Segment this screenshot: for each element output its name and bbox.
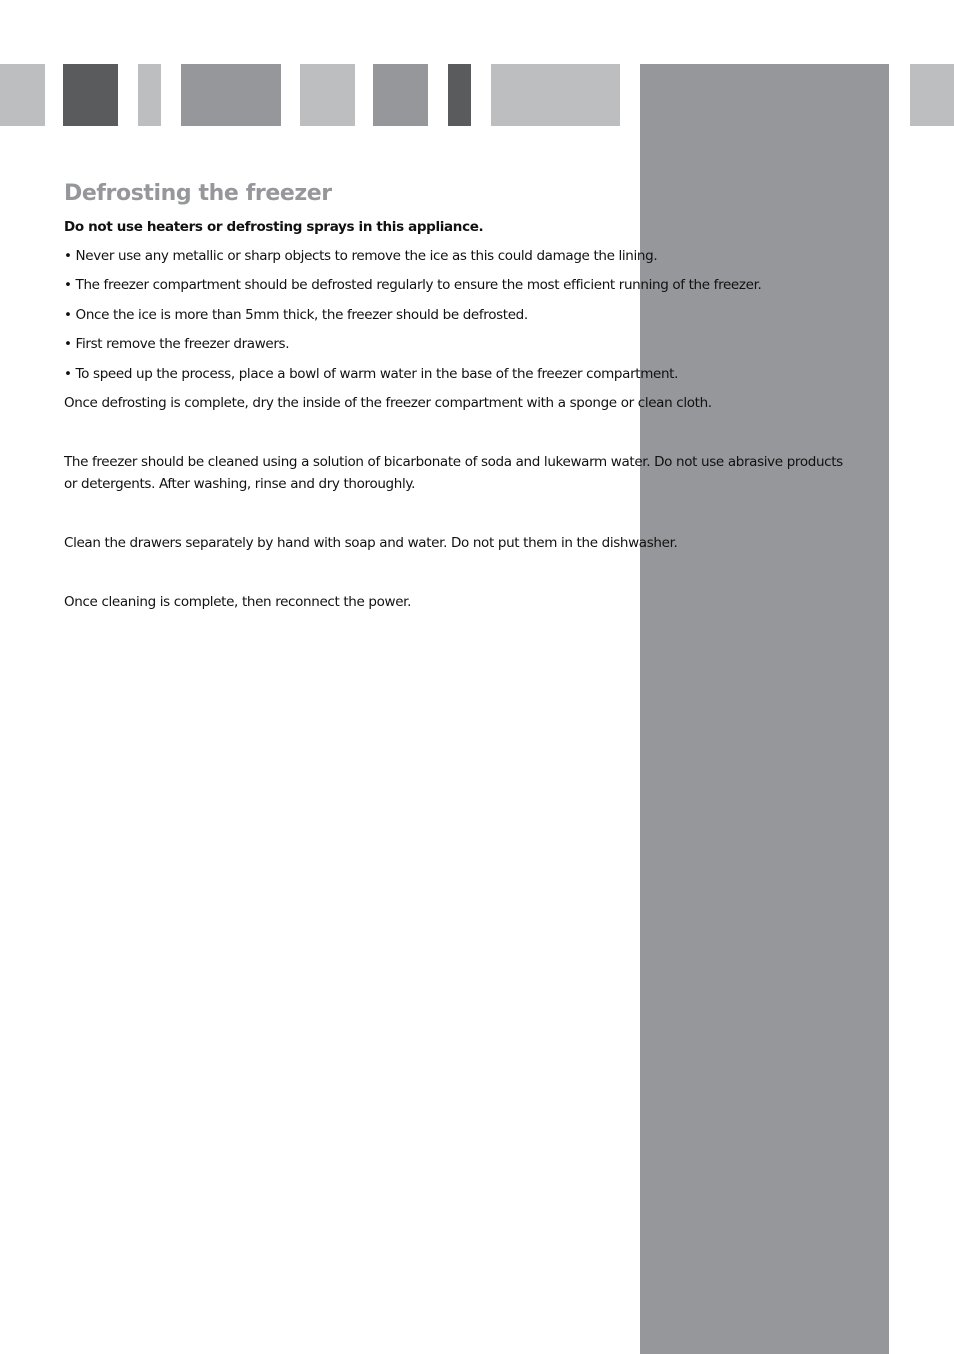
header-block <box>181 64 281 126</box>
bullet-item: • First remove the freezer drawers. <box>64 336 290 353</box>
header-block <box>373 64 428 126</box>
header-block <box>138 64 161 126</box>
drawers-paragraph: Clean the drawers separately by hand with soap and water. Do not put them in the dishwasher. <box>64 534 678 551</box>
page-content <box>64 178 854 613</box>
bullet-item: • Once the ice is more than 5mm thick, the freezer should be defrosted. <box>64 306 528 323</box>
header-block <box>63 64 118 126</box>
cleaning-paragraph: The freezer should be cleaned using a solution of bicarbonate of soda and lukewarm water. Do not use abrasive products or detergents. After washing, rinse and dry thoroughly. <box>64 453 843 492</box>
bullet-item: • To speed up the process, place a bowl of warm water in the base of the freezer compartment. <box>64 365 679 382</box>
bullet-item: • The freezer compartment should be defrosted regularly to ensure the most efficient running of the freezer. <box>64 277 762 294</box>
warning-text: Do not use heaters or defrosting sprays in this appliance. <box>64 219 484 235</box>
header-block <box>300 64 355 126</box>
header-block <box>0 64 45 126</box>
header-block <box>448 64 471 126</box>
header-block <box>491 64 620 126</box>
reconnect-paragraph: Once cleaning is complete, then reconnect the power. <box>64 593 412 610</box>
header-block <box>910 64 954 126</box>
section-heading: Defrosting the freezer <box>64 181 332 206</box>
bullet-item: • Never use any metallic or sharp objects to remove the ice as this could damage the lining. <box>64 248 658 264</box>
after-defrost-paragraph: Once defrosting is complete, dry the inside of the freezer compartment with a sponge or clean cloth. <box>64 394 712 411</box>
